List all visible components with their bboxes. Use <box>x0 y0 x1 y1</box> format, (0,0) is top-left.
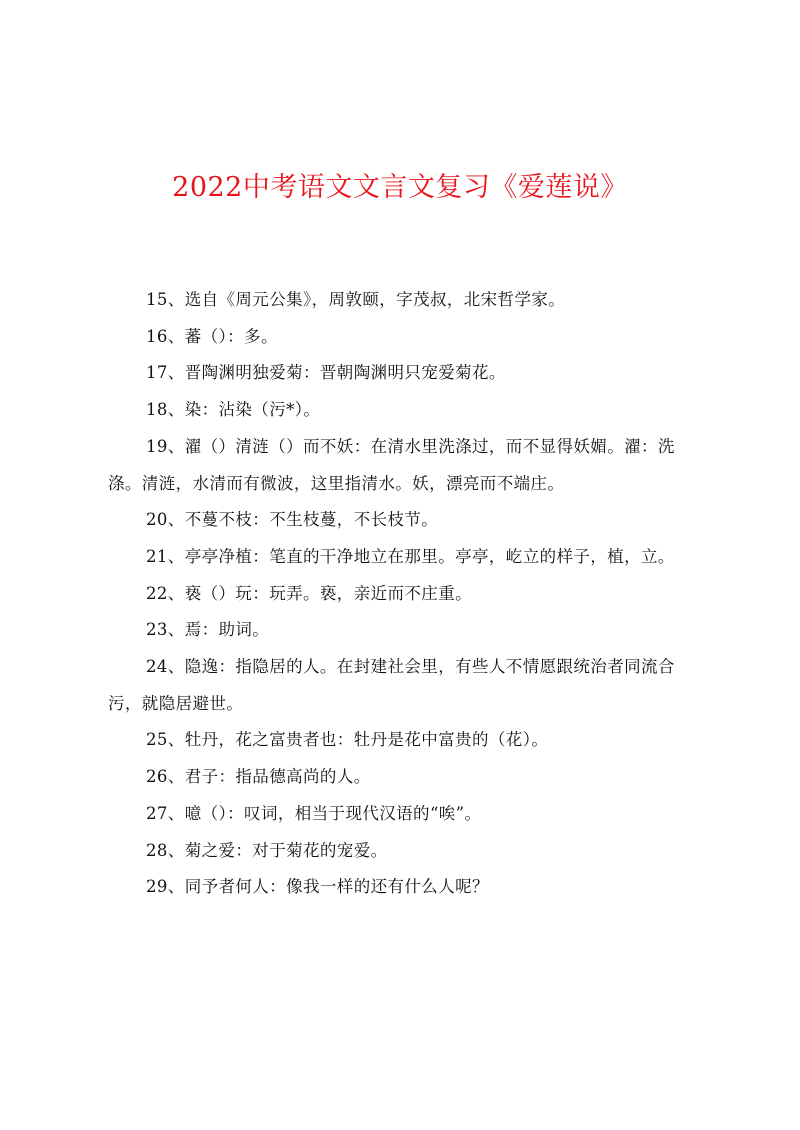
paragraph-23: 23、焉：助词。 <box>146 620 270 640</box>
paragraph-26: 26、君子：指品德高尚的人。 <box>146 767 371 787</box>
paragraph-27: 27、噫（）：叹词，相当于现代汉语的“唉”。 <box>146 803 482 823</box>
paragraph-18: 18、染：沾染（污*）。 <box>146 400 321 420</box>
paragraph-20: 20、不蔓不枝：不生枝蔓，不长枝节。 <box>146 510 439 530</box>
document-title: 2022中考语文文言文复习《爱莲说》 <box>172 172 628 203</box>
paragraph-16: 16、蕃（）：多。 <box>146 326 278 346</box>
paragraph-22: 22、亵（）玩：玩弄。亵，亲近而不庄重。 <box>146 583 472 603</box>
paragraph-15: 15、选自《周元公集》，周敦颐，字茂叔，北宋哲学家。 <box>146 290 566 309</box>
paragraph-28: 28、菊之爱：对于菊花的宠爱。 <box>146 840 388 860</box>
paragraph-29: 29、同予者何人：像我一样的还有什么人呢？ <box>146 877 489 897</box>
paragraph-19: 19、濯（）清涟（）而不妖：在清水里洗涤过，而不显得妖媚。濯：洗涤。清涟，水清而有微波，这里指清水。妖，漂亮而不端庄。 <box>108 436 675 493</box>
paragraph-21: 21、亭亭净植：笔直的干净地立在那里。亭亭，屹立的样子，植，立。 <box>146 546 675 566</box>
document-body <box>108 282 704 906</box>
paragraph-17: 17、晋陶渊明独爱菊：晋朝陶渊明只宠爱菊花。 <box>146 363 506 383</box>
paragraph-25: 25、牡丹，花之富贵者也：牡丹是花中富贵的（花）。 <box>146 730 549 750</box>
paragraph-24: 24、隐逸：指隐居的人。在封建社会里，有些人不情愿跟统治者同流合污，就隐居避世。 <box>108 657 675 713</box>
